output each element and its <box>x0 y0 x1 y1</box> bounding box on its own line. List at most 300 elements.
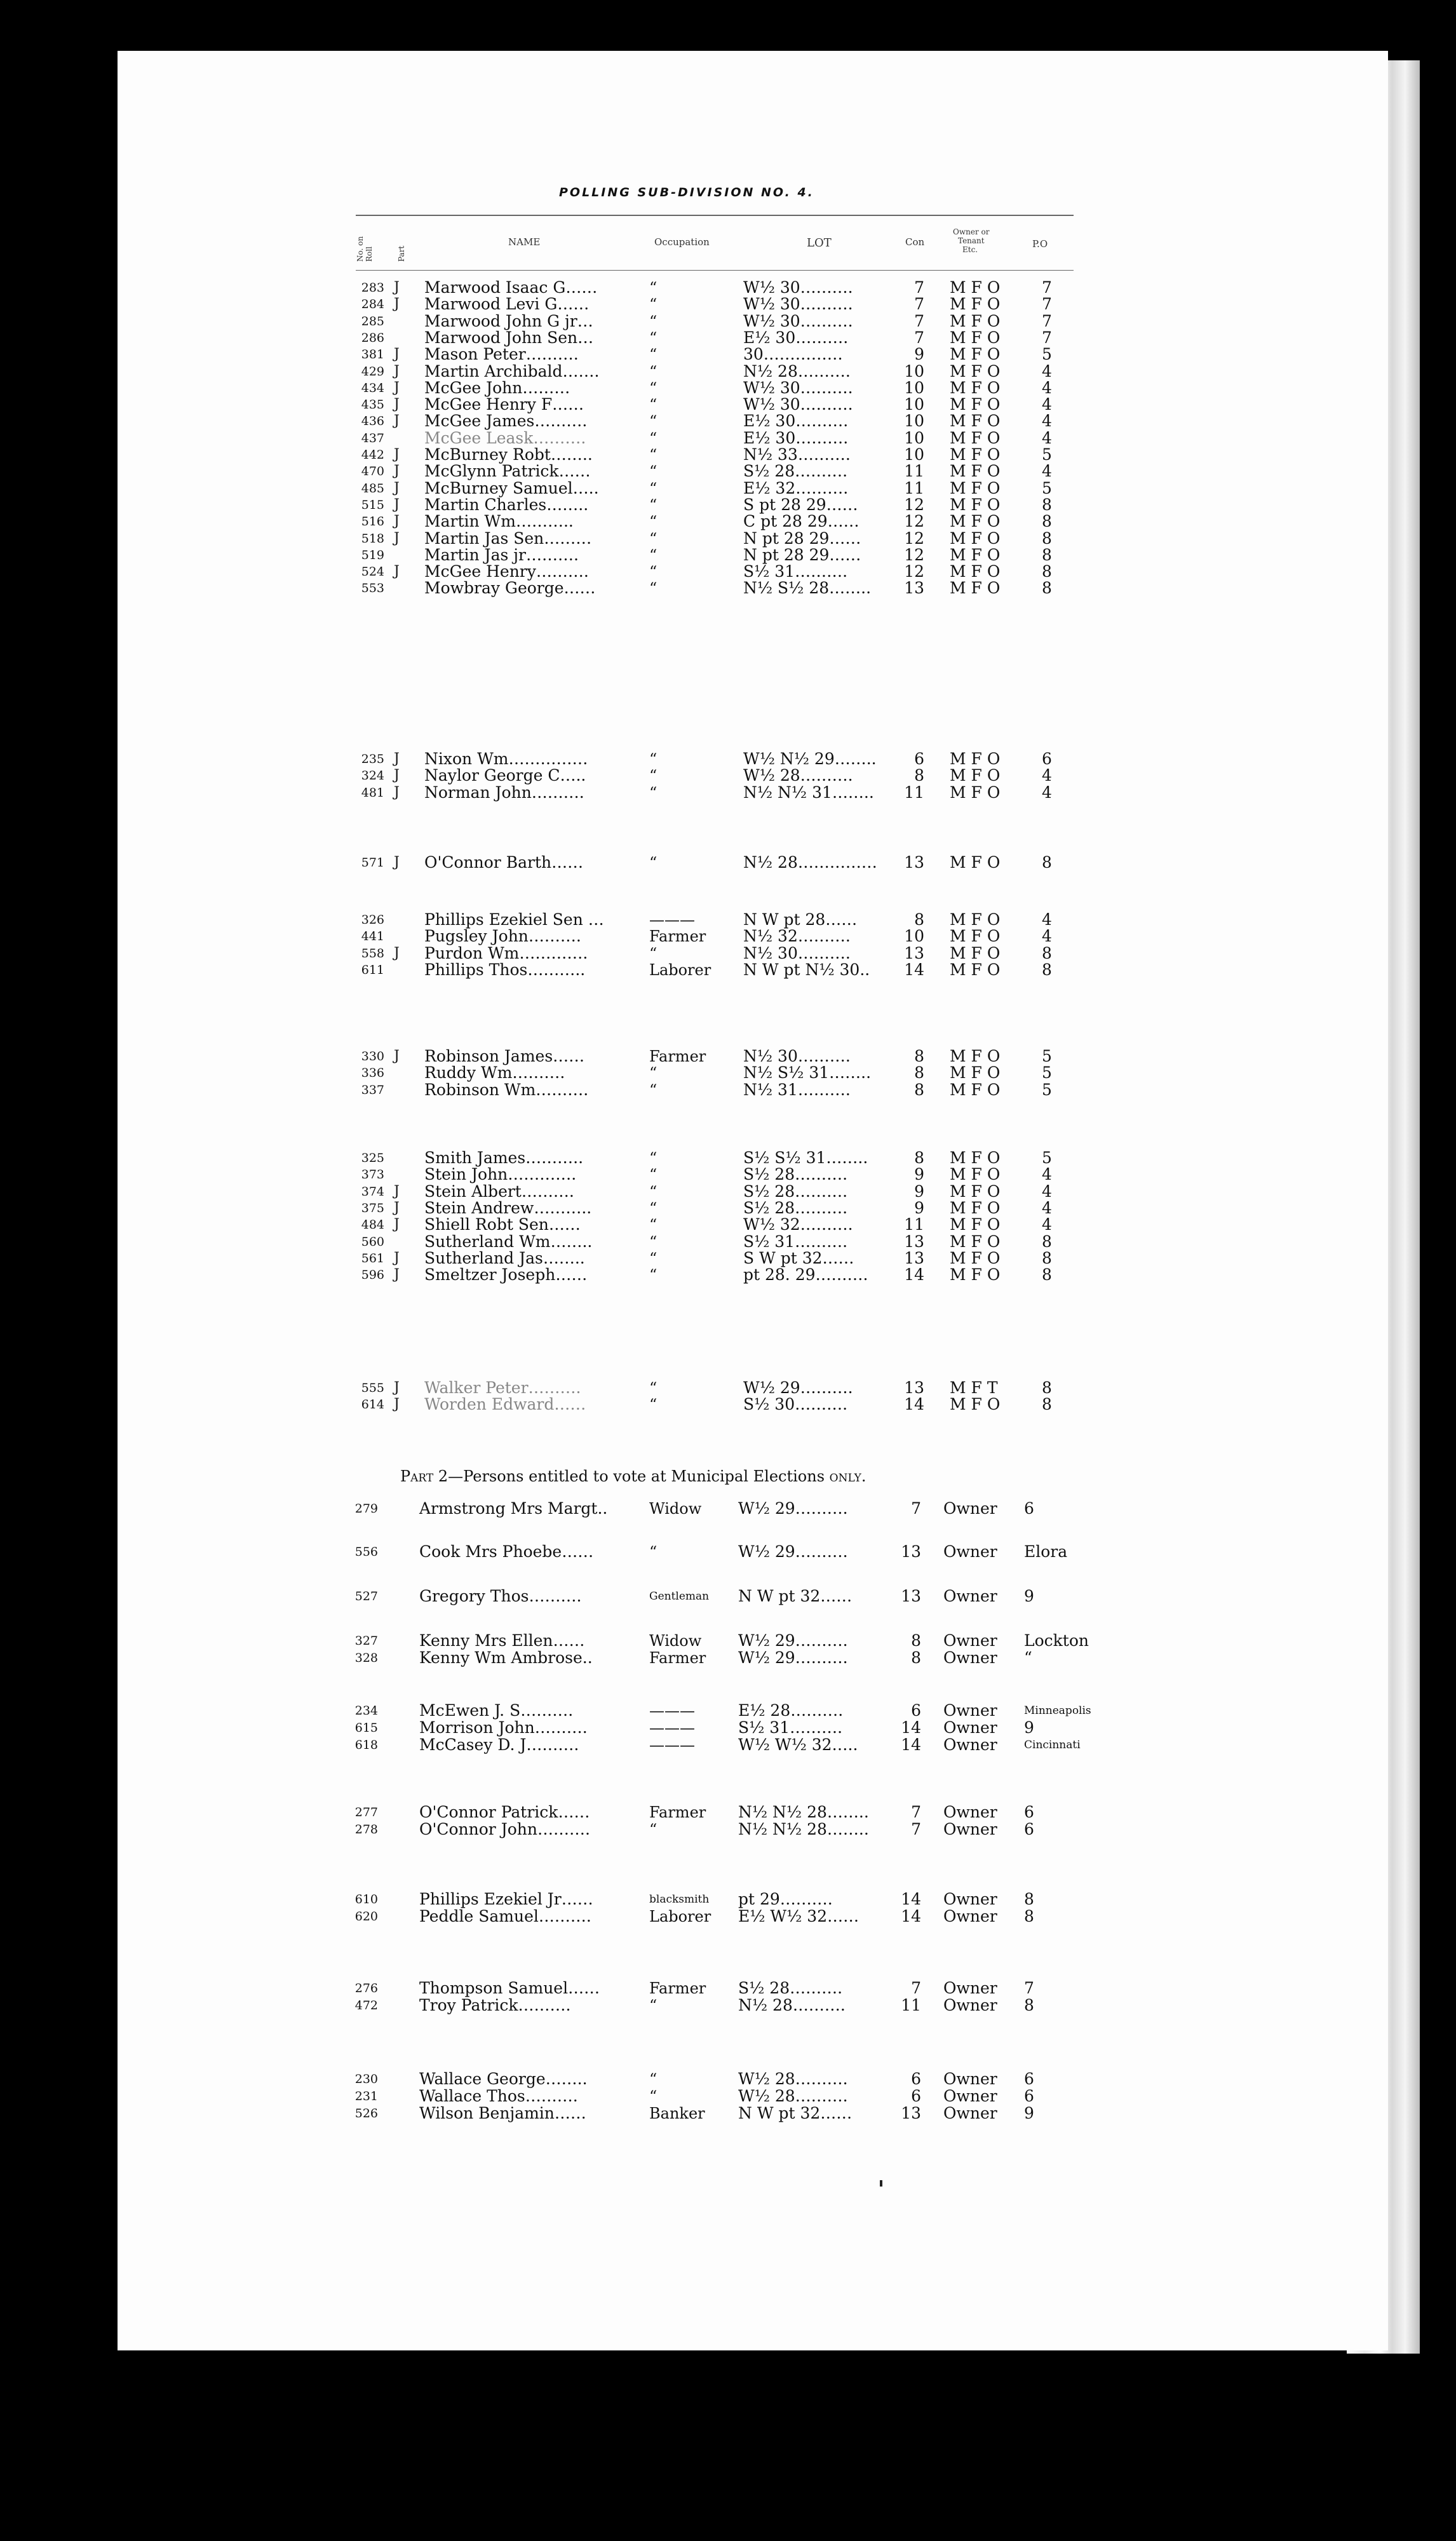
cell-name: Smeltzer Joseph…… <box>424 1265 588 1284</box>
cell-occ: “ <box>649 312 657 330</box>
cell-no: 515 <box>361 497 384 512</box>
cell-con: 13 <box>904 1378 924 1397</box>
cell-no: 518 <box>361 531 384 546</box>
cell-no: 596 <box>361 1268 384 1283</box>
cell-po: Elora <box>1024 1542 1068 1561</box>
cell-name: Phillips Ezekiel Jr…… <box>419 1890 593 1908</box>
cell-own: M F O <box>950 1395 1001 1414</box>
cell-p: J <box>394 1199 400 1216</box>
cell-own: Owner <box>943 1996 997 2014</box>
cell-own: M F O <box>950 445 1001 464</box>
cell-no: 231 <box>354 2089 378 2103</box>
cell-po: 8 <box>1042 1232 1052 1251</box>
cell-po: 4 <box>1042 412 1052 431</box>
cell-p: J <box>394 784 400 800</box>
cell-lot: S½ 28………. <box>738 1979 843 1997</box>
cell-no: 614 <box>361 1398 384 1412</box>
cell-lot: W½ W½ 32….. <box>738 1736 858 1754</box>
cell-name: Peddle Samuel………. <box>419 1907 591 1925</box>
cell-po: 7 <box>1042 295 1052 314</box>
cell-occ: “ <box>649 495 657 514</box>
cell-name: Pugsley John………. <box>424 927 581 946</box>
cell-lot: N W pt 32…… <box>738 1587 853 1605</box>
cell-po: 8 <box>1024 1996 1034 2014</box>
cell-own: M F O <box>950 529 1001 548</box>
cell-own: M F O <box>950 1149 1001 1167</box>
cell-no: 484 <box>361 1218 384 1232</box>
cell-po: 8 <box>1024 1890 1034 1908</box>
cell-po: 8 <box>1042 1265 1052 1284</box>
cell-con: 6 <box>911 2087 921 2105</box>
cell-lot: E½ 30………. <box>743 328 849 347</box>
cell-own: M F T <box>950 1378 998 1397</box>
cell-con: 13 <box>904 579 924 598</box>
cell-no: 429 <box>361 364 384 379</box>
cell-lot: N½ 32………. <box>743 927 851 946</box>
cell-occ: Laborer <box>649 960 711 979</box>
cell-no: 230 <box>354 2072 378 2086</box>
cell-con: 7 <box>911 1820 921 1838</box>
cell-name: Marwood John G jr… <box>424 311 593 330</box>
cell-lot: E½ 30………. <box>743 412 849 431</box>
cell-po: 6 <box>1024 2087 1034 2105</box>
cell-name: Robinson James…… <box>424 1047 585 1065</box>
cell-po: 6 <box>1042 750 1052 768</box>
cell-lot: W½ 30………. <box>743 395 853 414</box>
cell-occ: ——— <box>649 911 695 929</box>
cell-occ: “ <box>649 2087 657 2105</box>
cell-occ: “ <box>649 1396 657 1414</box>
cell-lot: W½ 28………. <box>743 766 853 785</box>
cell-lot: N½ S½ 28…….. <box>743 579 872 598</box>
cell-own: M F O <box>950 1198 1001 1217</box>
cell-po: 8 <box>1042 1248 1052 1267</box>
cell-name: Robinson Wm………. <box>424 1080 589 1099</box>
cell-po: 8 <box>1042 529 1052 548</box>
cell-po: 8 <box>1042 853 1052 872</box>
cell-name: O'Connor Barth…… <box>424 853 584 872</box>
header-lot: LOT <box>807 236 832 250</box>
cell-con: 13 <box>904 853 924 872</box>
cell-p: J <box>394 1380 400 1396</box>
part2-heading <box>400 1467 866 1485</box>
cell-name: McGee Henry………. <box>424 562 589 581</box>
cell-own: M F O <box>950 395 1001 414</box>
cell-lot: W½ 29………. <box>738 1648 848 1667</box>
cell-name: Stein Andrew……….. <box>424 1198 592 1217</box>
cell-lot: S W pt 32…… <box>743 1248 854 1267</box>
cell-occ: “ <box>649 279 657 297</box>
cell-occ: “ <box>649 513 657 531</box>
cell-name: Norman John………. <box>424 783 584 802</box>
cell-p: J <box>394 513 400 530</box>
cell-lot: S½ 31………. <box>738 1718 843 1737</box>
cell-con: 6 <box>911 1701 921 1720</box>
cell-con: 10 <box>904 378 924 397</box>
cell-name: Sutherland Jas…….. <box>424 1248 585 1267</box>
cell-name: Thompson Samuel…… <box>419 1979 600 1997</box>
cell-name: Cook Mrs Phoebe…… <box>419 1542 594 1561</box>
cell-name: McEwen J. S………. <box>419 1701 574 1720</box>
cell-no: 611 <box>361 962 384 977</box>
cell-po: 8 <box>1042 943 1052 962</box>
cell-occ: “ <box>649 429 657 447</box>
cell-con: 8 <box>914 1080 924 1099</box>
cell-lot: C pt 28 29…… <box>743 512 859 531</box>
cell-own: M F O <box>950 853 1001 872</box>
cell-occ: “ <box>649 783 657 802</box>
cell-lot: N½ 33………. <box>743 445 851 464</box>
cell-po: 4 <box>1042 1182 1052 1201</box>
cell-no: 553 <box>361 581 384 596</box>
cell-no: 434 <box>361 381 384 395</box>
cell-name: Troy Patrick………. <box>419 1996 571 2014</box>
cell-no: 234 <box>354 1704 378 1718</box>
cell-lot: N½ 30………. <box>743 1047 851 1065</box>
cell-po: 6 <box>1024 1499 1034 1518</box>
cell-con: 14 <box>901 1907 921 1925</box>
cell-name: Morrison John………. <box>419 1718 588 1737</box>
cell-p: J <box>394 767 400 784</box>
cell-po: 8 <box>1042 545 1052 564</box>
cell-occ: Widow <box>649 1632 702 1650</box>
cell-own: M F O <box>950 766 1001 785</box>
part2-text: —Persons entitled to vote at Municipal Elections <box>448 1467 825 1485</box>
cell-p: J <box>394 1048 400 1064</box>
cell-con: 12 <box>904 545 924 564</box>
cell-po: 4 <box>1042 910 1052 929</box>
cell-con: 8 <box>914 1063 924 1082</box>
cell-name: O'Connor John………. <box>419 1820 590 1838</box>
cell-no: 336 <box>361 1066 384 1081</box>
cell-own: M F O <box>950 462 1001 481</box>
cell-occ: blacksmith <box>649 1893 710 1906</box>
cell-name: Phillips Ezekiel Sen … <box>424 910 604 929</box>
cell-lot: N½ N½ 31…….. <box>743 783 874 802</box>
cell-occ: “ <box>649 1064 657 1082</box>
cell-no: 328 <box>354 1651 378 1665</box>
cell-no: 278 <box>354 1823 378 1837</box>
cell-lot: W½ 30………. <box>743 278 853 297</box>
cell-no: 470 <box>361 464 384 479</box>
cell-po: Minneapolis <box>1024 1704 1091 1717</box>
page-title: POLLING SUB-DIVISION NO. 4. <box>559 185 814 199</box>
cell-occ: “ <box>649 1149 657 1167</box>
cell-con: 6 <box>911 2070 921 2088</box>
cell-po: “ <box>1024 1648 1032 1667</box>
cell-no: 558 <box>361 946 384 960</box>
cell-con: 7 <box>911 1499 921 1518</box>
cell-p: J <box>394 396 400 413</box>
cell-own: Owner <box>943 1979 997 1997</box>
cell-name: Martin Archibald……. <box>424 361 600 381</box>
cell-no: 286 <box>361 330 384 345</box>
cell-lot: N½ 30………. <box>743 943 851 962</box>
cell-occ: “ <box>649 1081 657 1099</box>
cell-po: 7 <box>1042 328 1052 347</box>
cell-p: J <box>394 363 400 379</box>
header-owner-1: Owner or <box>953 227 990 236</box>
cell-name: Worden Edward…… <box>424 1395 586 1414</box>
cell-po: 4 <box>1042 1165 1052 1184</box>
cell-own: M F O <box>950 1248 1001 1267</box>
cell-con: 11 <box>901 1996 921 2014</box>
cell-con: 11 <box>904 783 924 802</box>
cell-occ: “ <box>649 944 657 962</box>
cell-no: 524 <box>361 565 384 579</box>
cell-no: 485 <box>361 481 384 495</box>
cell-con: 14 <box>901 1736 921 1754</box>
cell-no: 373 <box>361 1168 384 1182</box>
cell-no: 324 <box>361 769 384 783</box>
cell-p: J <box>394 1183 400 1199</box>
cell-own: M F O <box>950 278 1001 297</box>
cell-own: Owner <box>943 1648 997 1667</box>
cell-po: 5 <box>1042 1149 1052 1167</box>
cell-con: 10 <box>904 412 924 431</box>
cell-occ: “ <box>649 1232 657 1251</box>
cell-no: 277 <box>354 1805 378 1819</box>
cell-name: Nixon Wm…………… <box>424 750 588 768</box>
cell-own: M F O <box>950 478 1001 497</box>
cell-occ: “ <box>649 1249 657 1267</box>
header-con: Con <box>905 236 925 248</box>
cell-con: 8 <box>914 1047 924 1065</box>
cell-po: 8 <box>1042 579 1052 598</box>
part2-label: Part 2 <box>400 1467 448 1485</box>
cell-po: 4 <box>1042 361 1052 381</box>
cell-lot: N W pt N½ 30.. <box>743 960 870 979</box>
cell-no: 620 <box>354 1910 378 1924</box>
cell-lot: S pt 28 29…… <box>743 495 858 514</box>
cell-po: 4 <box>1042 462 1052 481</box>
cell-occ: Banker <box>649 2105 705 2122</box>
cell-own: Owner <box>943 1803 997 1821</box>
cell-own: M F O <box>950 579 1001 598</box>
cell-name: McCasey D. J………. <box>419 1736 579 1754</box>
cell-lot: N W pt 28…… <box>743 910 858 929</box>
cell-po: 8 <box>1042 495 1052 514</box>
cell-con: 12 <box>904 495 924 514</box>
cell-con: 8 <box>914 910 924 929</box>
cell-no: 519 <box>361 548 384 562</box>
cell-name: Martin Wm……….. <box>424 512 574 531</box>
cell-occ: “ <box>649 346 657 364</box>
cell-occ: “ <box>649 379 657 397</box>
cell-own: M F O <box>950 1080 1001 1099</box>
cell-p: J <box>394 379 400 396</box>
cell-no: 481 <box>361 785 384 800</box>
cell-no: 283 <box>361 281 384 295</box>
cell-own: M F O <box>950 910 1001 929</box>
cell-lot: W½ 28………. <box>738 2070 848 2088</box>
cell-lot: E½ 32………. <box>743 478 849 497</box>
cell-name: Marwood Levi G…… <box>424 295 590 314</box>
cell-lot: W½ 28………. <box>738 2087 848 2105</box>
cell-po: 5 <box>1042 1047 1052 1065</box>
cell-lot: S½ 31………. <box>743 1232 848 1251</box>
cell-con: 9 <box>914 1182 924 1201</box>
header-owner-3: Etc. <box>962 245 978 254</box>
cell-own: Owner <box>943 1820 997 1838</box>
cell-occ: “ <box>649 479 657 497</box>
cell-name: Smith James……….. <box>424 1149 584 1167</box>
cell-p: J <box>394 563 400 580</box>
cell-occ: “ <box>649 362 657 381</box>
cell-own: Owner <box>943 2104 997 2122</box>
cell-po: 6 <box>1024 1820 1034 1838</box>
cell-no: 561 <box>361 1251 384 1265</box>
cell-p: J <box>394 463 400 480</box>
cell-own: M F O <box>950 750 1001 768</box>
cell-occ: Gentleman <box>649 1590 710 1603</box>
cell-name: Kenny Mrs Ellen…… <box>419 1631 585 1650</box>
cell-lot: W½ 30………. <box>743 295 853 314</box>
cell-own: Owner <box>943 1736 997 1754</box>
cell-lot: W½ 30………. <box>743 378 853 397</box>
cell-own: M F O <box>950 295 1001 314</box>
cell-name: McGlynn Patrick…… <box>424 462 591 481</box>
cell-con: 13 <box>904 1248 924 1267</box>
cell-lot: W½ 29………. <box>738 1631 848 1650</box>
cell-po: 5 <box>1042 345 1052 364</box>
cell-lot: pt 28. 29………. <box>743 1265 868 1284</box>
cell-occ: “ <box>649 1182 657 1201</box>
cell-own: Owner <box>943 2070 997 2088</box>
cell-lot: S½ S½ 31…….. <box>743 1149 868 1167</box>
cell-lot: S½ 28………. <box>743 1182 848 1201</box>
cell-lot: N½ 31………. <box>743 1080 851 1099</box>
cell-occ: “ <box>649 529 657 548</box>
cell-p: J <box>394 296 400 313</box>
cell-name: McGee John……… <box>424 378 570 397</box>
cell-own: M F O <box>950 1165 1001 1184</box>
cell-con: 12 <box>904 512 924 531</box>
cell-con: 8 <box>914 766 924 785</box>
cell-own: Owner <box>943 1718 997 1737</box>
cell-no: 618 <box>354 1738 378 1752</box>
cell-name: McBurney Samuel….. <box>424 478 599 497</box>
cell-po: 4 <box>1042 1215 1052 1234</box>
cell-p: J <box>394 413 400 429</box>
cell-own: M F O <box>950 943 1001 962</box>
cell-own: M F O <box>950 562 1001 581</box>
cell-no: 375 <box>361 1201 384 1215</box>
cell-con: 6 <box>914 750 924 768</box>
part2-only: only. <box>829 1467 866 1485</box>
cell-lot: S½ 30………. <box>743 1395 848 1414</box>
cell-name: McGee James………. <box>424 412 588 431</box>
cell-no: 276 <box>354 1981 378 1995</box>
cell-no: 516 <box>361 515 384 529</box>
cell-po: 4 <box>1042 428 1052 447</box>
cell-name: O'Connor Patrick…… <box>419 1803 590 1821</box>
cell-own: Owner <box>943 1587 997 1605</box>
cell-po: 4 <box>1042 395 1052 414</box>
cell-po: 7 <box>1024 1979 1034 1997</box>
cell-lot: N½ 28………. <box>743 361 851 381</box>
cell-own: M F O <box>950 345 1001 364</box>
cell-own: M F O <box>950 378 1001 397</box>
cell-p: J <box>394 480 400 496</box>
cell-con: 7 <box>911 1803 921 1821</box>
cell-lot: N½ N½ 28…….. <box>738 1803 869 1821</box>
cell-occ: Laborer <box>649 1908 711 1925</box>
cell-no: 527 <box>354 1589 378 1603</box>
cell-occ: “ <box>649 1997 657 2014</box>
cell-occ: “ <box>649 1543 657 1561</box>
cell-name: Kenny Wm Ambrose.. <box>419 1648 593 1667</box>
cell-po: 8 <box>1042 960 1052 979</box>
cell-lot: W½ 29………. <box>743 1378 853 1397</box>
header-po: P.O <box>1032 238 1048 250</box>
cell-occ: “ <box>649 579 657 598</box>
cell-occ: “ <box>649 462 657 481</box>
cell-lot: W½ 29………. <box>738 1542 848 1561</box>
cell-name: McGee Henry F…… <box>424 395 584 414</box>
cell-own: M F O <box>950 960 1001 979</box>
ink-mark <box>880 2180 882 2187</box>
cell-p: J <box>394 280 400 295</box>
cell-lot: N pt 28 29…… <box>743 545 861 564</box>
cell-no: 526 <box>354 2106 378 2120</box>
cell-no: 285 <box>361 314 384 328</box>
cell-con: 8 <box>911 1648 921 1667</box>
cell-name: Naylor George C….. <box>424 766 586 785</box>
cell-no: 560 <box>361 1234 384 1249</box>
cell-con: 7 <box>914 311 924 330</box>
cell-name: Ruddy Wm………. <box>424 1063 565 1082</box>
cell-own: M F O <box>950 1232 1001 1251</box>
cell-po: Cincinnati <box>1024 1739 1081 1751</box>
cell-occ: “ <box>649 1216 657 1234</box>
cell-lot: N½ N½ 28…….. <box>738 1820 869 1838</box>
cell-name: Sutherland Wm…….. <box>424 1232 593 1251</box>
cell-no: 555 <box>361 1381 384 1395</box>
cell-con: 13 <box>904 943 924 962</box>
cell-con: 10 <box>904 445 924 464</box>
cell-con: 13 <box>901 1587 921 1605</box>
cell-occ: “ <box>649 1266 657 1284</box>
cell-con: 14 <box>904 1395 924 1414</box>
cell-con: 11 <box>904 462 924 481</box>
cell-con: 7 <box>914 295 924 314</box>
cell-po: 4 <box>1042 766 1052 785</box>
cell-po: 7 <box>1042 278 1052 297</box>
cell-lot: S½ 31………. <box>743 562 848 581</box>
cell-occ: ——— <box>649 1702 695 1720</box>
cell-p: J <box>394 854 400 870</box>
cell-no: 337 <box>361 1082 384 1097</box>
cell-con: 8 <box>911 1631 921 1650</box>
cell-name: Stein Albert………. <box>424 1182 574 1201</box>
cell-name: Purdon Wm…………. <box>424 943 588 962</box>
cell-own: M F O <box>950 1265 1001 1284</box>
cell-con: 11 <box>904 1215 924 1234</box>
cell-own: M F O <box>950 428 1001 447</box>
cell-lot: N W pt 32…… <box>738 2104 853 2122</box>
cell-p: J <box>394 1250 400 1266</box>
cell-po: 8 <box>1042 512 1052 531</box>
cell-con: 7 <box>914 328 924 347</box>
cell-po: 9 <box>1024 1587 1034 1605</box>
cell-po: 5 <box>1042 1080 1052 1099</box>
cell-no: 327 <box>354 1634 378 1648</box>
cell-name: Martin Jas jr………. <box>424 545 579 564</box>
cell-lot: S½ 28………. <box>743 462 848 481</box>
cell-occ: ——— <box>649 1719 695 1737</box>
cell-con: 13 <box>901 2104 921 2122</box>
